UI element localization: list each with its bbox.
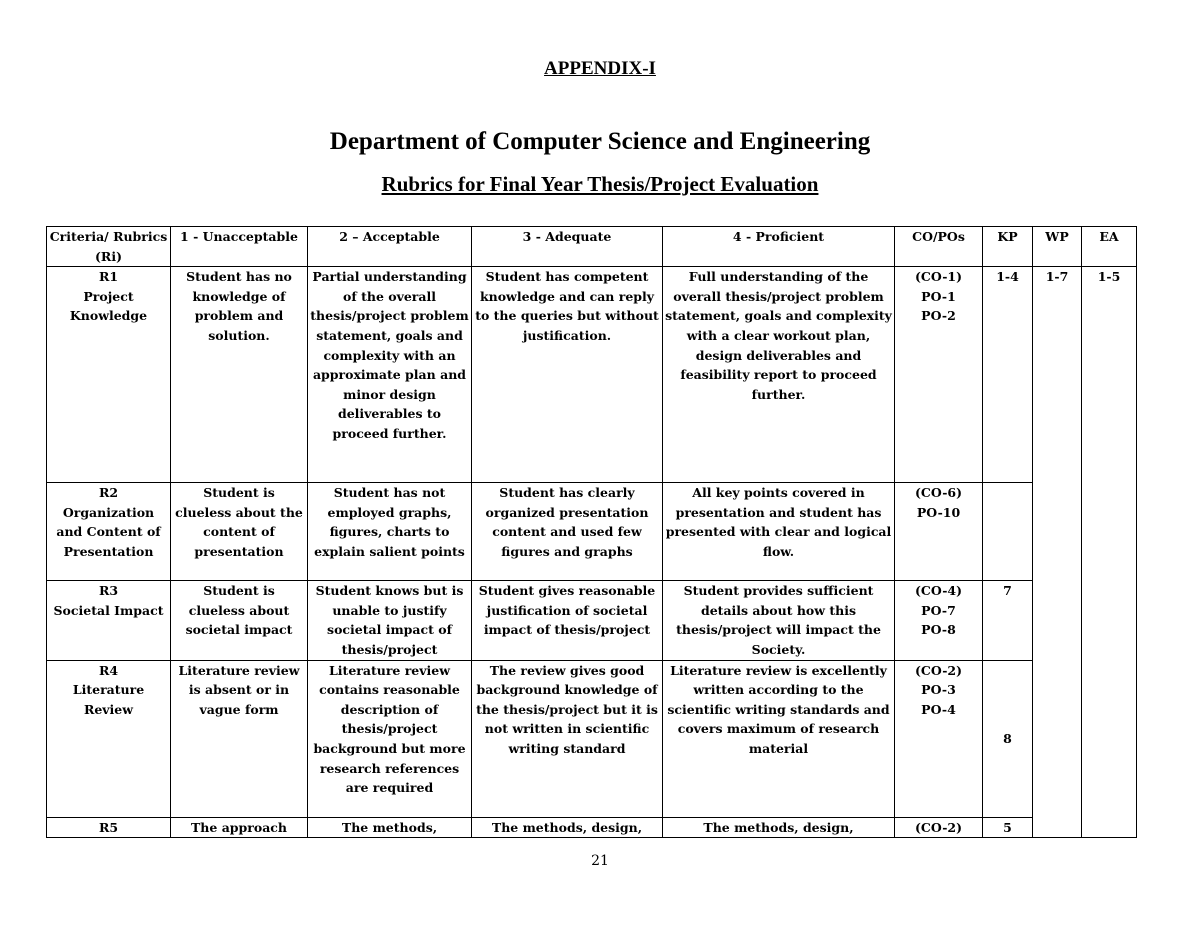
proficient-cell: Literature review is excellently written according to the scientific writing standards and covers maximum of research material — [663, 660, 895, 817]
criteria-cell — [47, 817, 171, 838]
criteria-cell — [47, 660, 171, 817]
po-codes: PO-1 PO-2 — [921, 288, 956, 324]
table-row — [47, 660, 1137, 817]
acceptable-cell: Partial understanding of the overall thesis/project problem statement, goals and complexity with an approximate plan and minor design deliverables to proceed further. — [308, 267, 472, 483]
criteria-id: R2 — [98, 485, 119, 501]
header-unacceptable: 1 - Unacceptable — [171, 227, 308, 267]
criteria-cell — [47, 267, 171, 483]
criteria-cell — [47, 483, 171, 581]
rubrics-table — [46, 226, 1137, 838]
co-pos-cell: (CO-2) — [895, 817, 983, 838]
header-kp: KP — [983, 227, 1033, 267]
co-code: (CO-4) — [914, 583, 962, 599]
unacceptable-cell: Student is clueless about the content of presentation — [171, 483, 308, 581]
kp-cell: 5 — [983, 817, 1033, 838]
unacceptable-cell: Literature review is absent or in vague form — [171, 660, 308, 817]
header-row — [47, 227, 1137, 267]
acceptable-cell: Student knows but is unable to justify societal impact of thesis/project — [308, 581, 472, 660]
criteria-cell — [47, 581, 171, 660]
adequate-cell: Student has clearly organized presentation content and used few figures and graphs — [472, 483, 663, 581]
adequate-cell: Student gives reasonable justification of societal impact of thesis/project — [472, 581, 663, 660]
co-code: (CO-6) — [914, 485, 962, 501]
co-pos-cell — [895, 660, 983, 817]
co-pos-cell — [895, 267, 983, 483]
po-codes: PO-3 PO-4 — [921, 682, 956, 717]
kp-cell: 1-4 — [983, 267, 1033, 483]
acceptable-cell: The methods, — [308, 817, 472, 838]
co-code: (CO-2) — [914, 662, 962, 678]
adequate-cell: Student has competent knowledge and can reply to the queries but without justification. — [472, 267, 663, 483]
unacceptable-cell: Student has no knowledge of problem and solution. — [171, 267, 308, 483]
table-row — [47, 483, 1137, 581]
header-ea: EA — [1082, 227, 1137, 267]
adequate-cell: The review gives good background knowledge of the thesis/project but it is not written in scientific writing standard — [472, 660, 663, 817]
co-pos-cell — [895, 483, 983, 581]
kp-cell — [983, 483, 1033, 581]
criteria-id: R5 — [98, 819, 119, 835]
proficient-cell: All key points covered in presentation and student has presented with clear and logical flow. — [663, 483, 895, 581]
header-adequate: 3 - Adequate — [472, 227, 663, 267]
po-codes: PO-7 PO-8 — [921, 602, 956, 638]
criteria-id: R4 — [98, 662, 119, 678]
header-criteria: Criteria/ Rubrics (Ri) — [47, 227, 171, 267]
page-number: 21 — [591, 853, 609, 869]
ea-cell: 1-5 — [1082, 267, 1137, 838]
criteria-id: R1 — [98, 269, 119, 285]
co-pos-cell — [895, 581, 983, 660]
criteria-name: Literature Review — [72, 682, 145, 717]
unacceptable-cell: The approach — [171, 817, 308, 838]
table-row — [47, 581, 1137, 660]
appendix-title: APPENDIX-I — [544, 58, 656, 79]
proficient-cell: Full understanding of the overall thesis/project problem statement, goals and complexity with a clear workout plan, design deliverables and feasibility report to proceed further. — [663, 267, 895, 483]
header-co-pos: CO/POs — [895, 227, 983, 267]
proficient-cell: The methods, design, — [663, 817, 895, 838]
unacceptable-cell: Student is clueless about societal impact — [171, 581, 308, 660]
department-title: Department of Computer Science and Engineering — [329, 128, 871, 155]
header-acceptable: 2 – Acceptable — [308, 227, 472, 267]
criteria-id: R3 — [98, 583, 119, 599]
kp-cell: 7 — [983, 581, 1033, 660]
acceptable-cell: Student has not employed graphs, figures, charts to explain salient points — [308, 483, 472, 581]
table-row — [47, 267, 1137, 483]
criteria-name: Societal Impact — [53, 602, 164, 618]
po-codes: PO-10 — [916, 504, 961, 520]
kp-value: 8 — [1003, 730, 1012, 746]
rubrics-subtitle: Rubrics for Final Year Thesis/Project Evaluation — [381, 172, 819, 196]
table-row — [47, 817, 1137, 838]
criteria-name: Project Knowledge — [69, 288, 148, 324]
header-proficient: 4 - Proficient — [663, 227, 895, 267]
adequate-cell: The methods, design, — [472, 817, 663, 838]
header-wp: WP — [1033, 227, 1082, 267]
proficient-cell: Student provides sufficient details about how this thesis/project will impact the Society. — [663, 581, 895, 660]
acceptable-cell: Literature review contains reasonable description of thesis/project background but more research references are required — [308, 660, 472, 817]
co-code: (CO-1) — [914, 269, 962, 285]
kp-cell — [983, 660, 1033, 817]
wp-cell: 1-7 — [1033, 267, 1082, 838]
criteria-name: Organization and Content of Presentation — [56, 504, 161, 559]
